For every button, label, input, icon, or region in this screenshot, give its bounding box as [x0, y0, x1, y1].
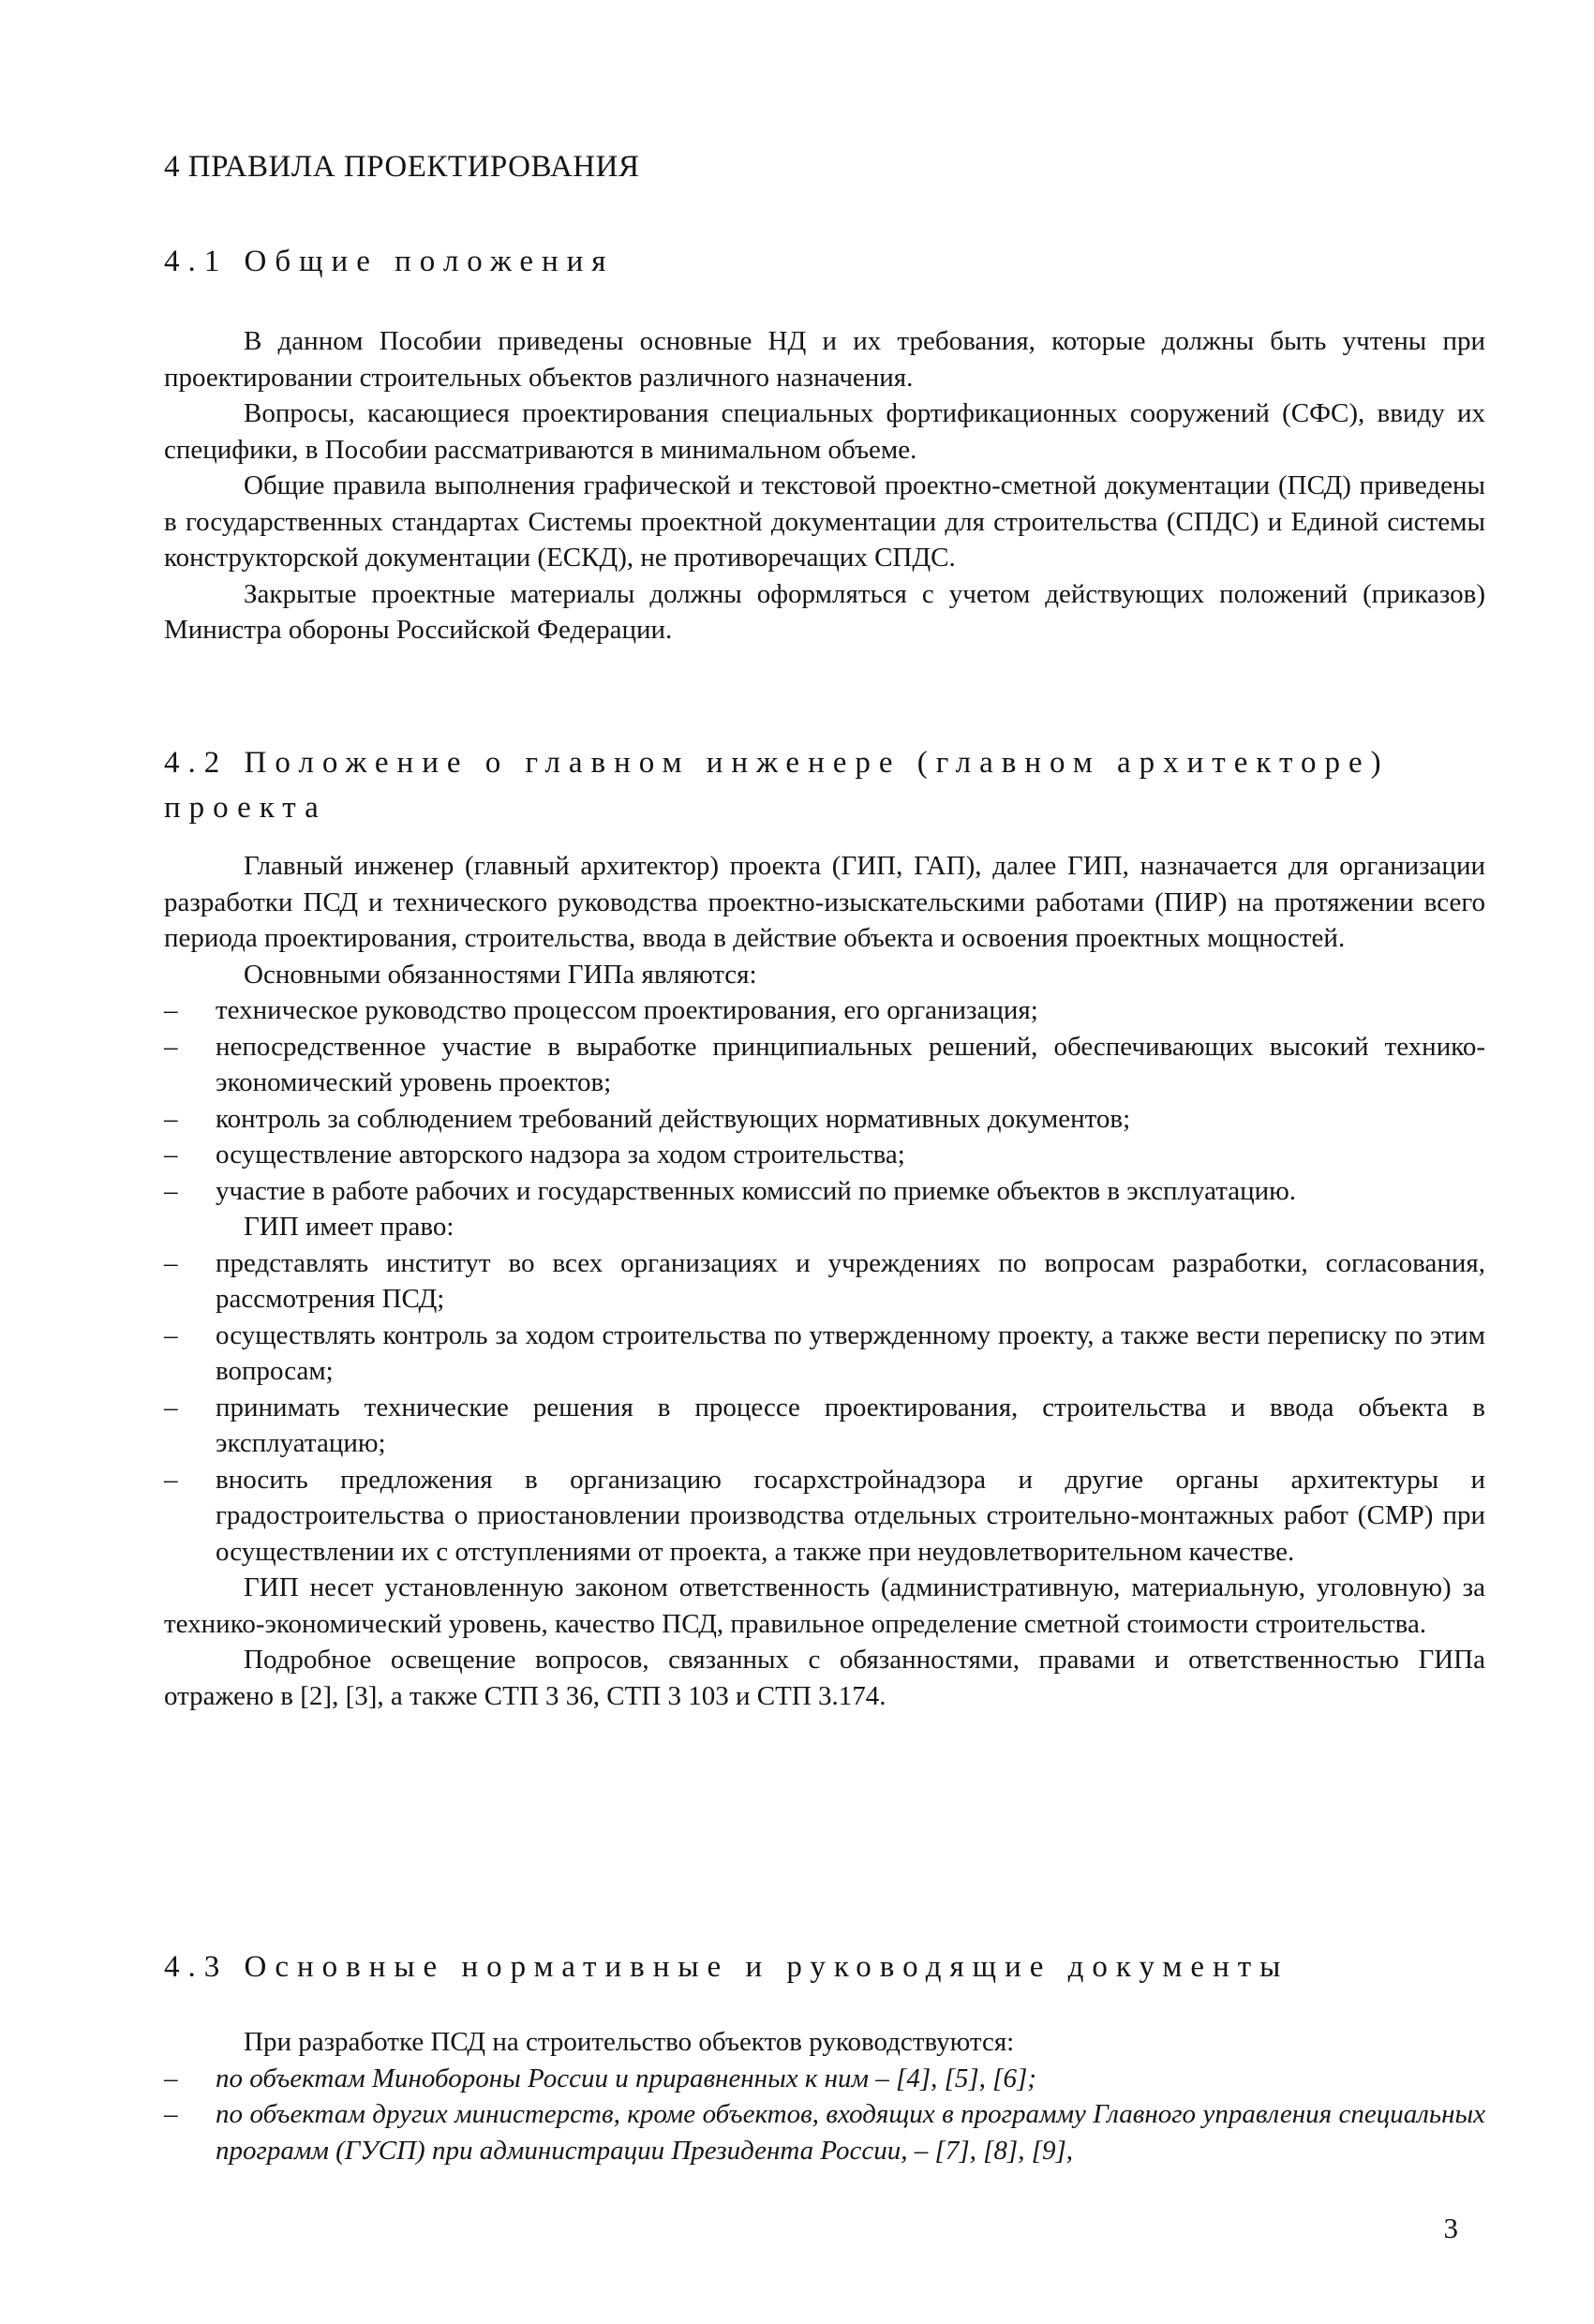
section-4-3-body — [164, 2024, 1485, 2168]
page-number: 3 — [1443, 2212, 1458, 2244]
paragraph: ГИП несет установленную законом ответственность (административную, материальную, уголовную) за технико-экономический уровень, качество ПСД, правильное определение сметной стоимости строительства. — [164, 1572, 1485, 1639]
paragraph: Подробное освещение вопросов, связанных с обязанностями, правами и ответственностью ГИПа отражено в [2], [3], а также СТП 3 36, СТП 3 103 и СТП 3.174. — [164, 1645, 1485, 1711]
paragraph: При разработке ПСД на строительство объектов руководствуются: — [244, 2027, 1015, 2057]
paragraph: Главный инженер (главный архитектор) проекта (ГИП, ГАП), далее ГИП, назначается для организации разработки ПСД и технического руководства проектно-изыскательскими работами (ПИР) на протяжении всего периода проектирования, строительства, ввода в действие объекта и освоения проектных мощностей. — [164, 851, 1485, 953]
list-item: – принимать технические решения в процессе проектирования, строительства и ввода объекта в эксплуатацию; — [164, 1390, 1485, 1462]
section-4-1-heading: 4.1 Общие положения — [164, 245, 615, 278]
paragraph: Общие правила выполнения графической и текстовой проектно-сметной документации (ПСД) приведены в государственных стандартах Системы проектной документации для строительства (СПДС) и Единой системы конструкторской документации (ЕСКД), не противоречащих СПДС. — [164, 470, 1485, 573]
list-item: – непосредственное участие в выработке принципиальных решений, обеспечивающих высокий технико-экономический уровень проектов; — [164, 1029, 1485, 1101]
section-4-2-body — [164, 848, 1485, 1714]
chapter-heading: 4 ПРАВИЛА ПРОЕКТИРОВАНИЯ — [164, 150, 640, 184]
paragraph: Вопросы, касающиеся проектирования специальных фортификационных сооружений (СФС), ввиду их специфики, в Пособии рассматриваются в минимальном объеме. — [164, 398, 1485, 465]
list-item: – по объектам других министерств, кроме объектов, входящих в программу Главного управления специальных программ (ГУСП) при администрации Президента России, – [7], [8], [9], — [164, 2096, 1485, 2168]
paragraph: Закрытые проектные материалы должны оформляться с учетом действующих положений (приказов) Министра обороны Российской Федерации. — [164, 578, 1485, 645]
list-item: – осуществление авторского надзора за ходом строительства; — [164, 1137, 1485, 1173]
list-item: – техническое руководство процессом проектирования, его организация; — [164, 992, 1485, 1029]
section-4-1-body — [164, 323, 1485, 648]
list-item: – участие в работе рабочих и государственных комиссий по приемке объектов в эксплуатацию. — [164, 1173, 1485, 1210]
duties-list — [164, 992, 1485, 1209]
paragraph: В данном Пособии приведены основные НД и их требования, которые должны быть учтены при проектировании строительных объектов различного назначения. — [164, 326, 1485, 393]
list-item: – контроль за соблюдением требований действующих нормативных документов; — [164, 1101, 1485, 1138]
list-item: – вносить предложения в организацию госархстройнадзора и другие органы архитектуры и градостроительства о приостановлении производства отдельных строительно-монтажных работ (СМР) при осуществлении их с отступлениями от проекта, а также при неудовлетворительном качестве. — [164, 1462, 1485, 1571]
list-item: – по объектам Минобороны России и приравненных к ним – [4], [5], [6]; — [164, 2061, 1485, 2097]
duties-intro: Основными обязанностями ГИПа являются: — [244, 959, 757, 990]
section-4-3-heading: 4.3 Основные нормативные и руководящие документы — [164, 1950, 1289, 1984]
list-item: – осуществлять контроль за ходом строительства по утвержденному проекту, а также вести переписку по этим вопросам; — [164, 1318, 1485, 1390]
section-4-2-heading: 4.2 Положение о главном инженере (главном архитекторе) проекта — [164, 746, 1390, 825]
documents-list — [164, 2061, 1485, 2169]
rights-list — [164, 1245, 1485, 1571]
rights-intro: ГИП имеет право: — [244, 1212, 454, 1242]
list-item: – представлять институт во всех организациях и учреждениях по вопросам разработки, согласования, рассмотрения ПСД; — [164, 1245, 1485, 1318]
